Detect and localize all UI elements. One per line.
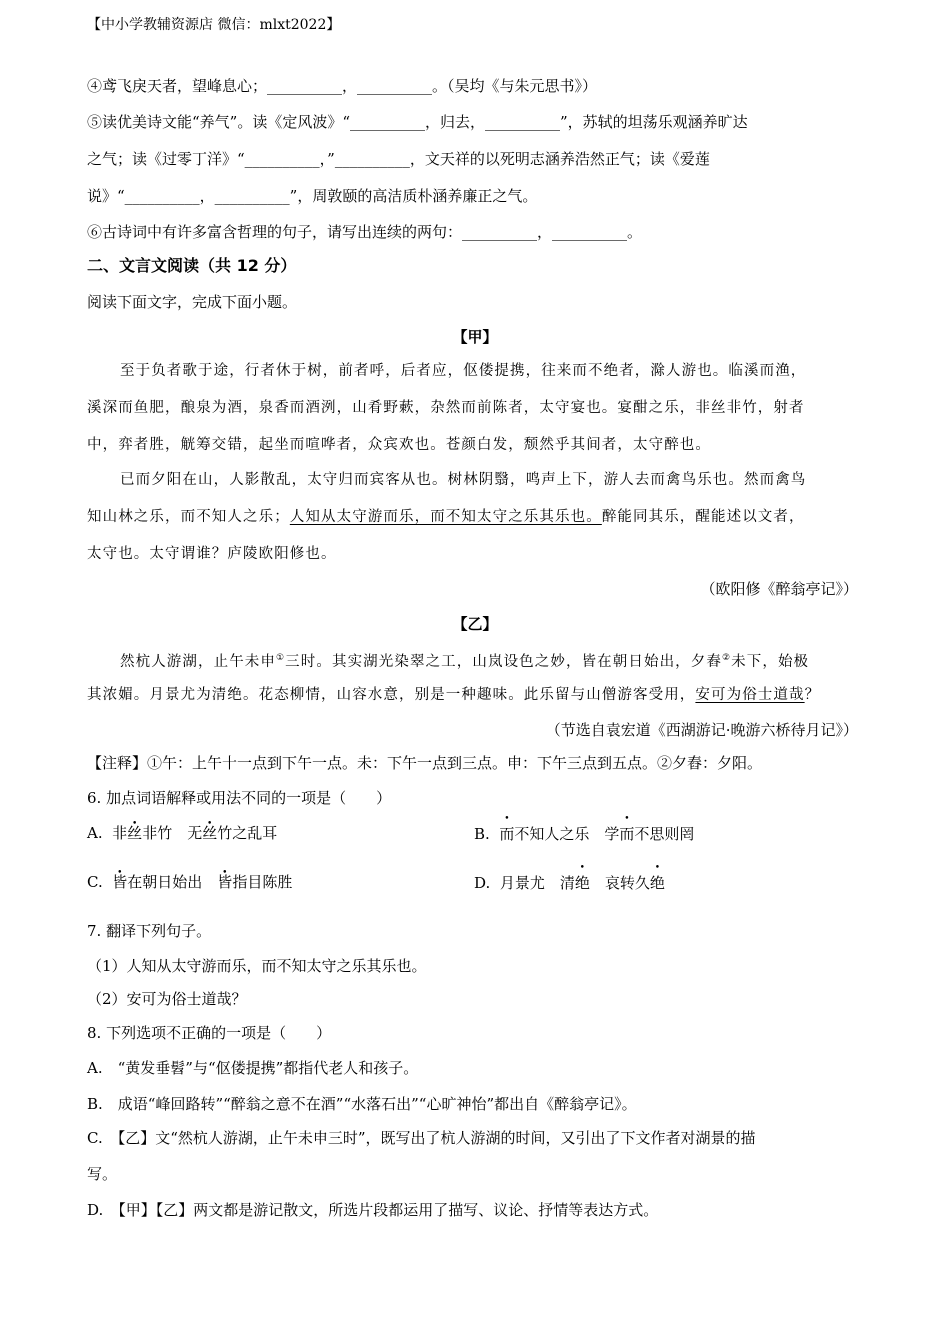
q6-option-a	[87, 823, 277, 843]
text: 哀转久	[589, 874, 650, 892]
q6-option-c	[87, 872, 292, 892]
yi-line1-a: 然杭人游湖，止午未申	[120, 653, 276, 670]
page-header: 【中小学教辅资源店 微信：mlxt2022】	[87, 17, 341, 33]
section-title: 二、文言文阅读（共 12 分）	[87, 256, 297, 275]
q6-option-b	[474, 823, 694, 844]
passage-jia-label: 【甲】	[452, 328, 498, 346]
dotted-word: 绝	[574, 874, 590, 892]
fill-blank-4: ④鸢飞戾天者，望峰息心；__________，__________。（吴均《与朱元思书》）	[87, 77, 598, 95]
q8-option-c-line1: C. 【乙】文“然杭人游湖，止午未申三时”，既写出了杭人游湖的时间，又引出了下文作者对湖景的描	[87, 1129, 756, 1147]
footnote-2: ②	[721, 653, 732, 663]
option-letter: C.	[87, 873, 103, 891]
jia-p1-line1: 至于负者歌于途，行者休于树，前者呼，后者应，伛偻提携，往来而不绝者，滁人游也。临溪而渔，	[120, 363, 807, 379]
yi-source: （节选自袁宏道《西湖游记·晚游六桥待月记》）	[545, 721, 858, 739]
option-letter: A.	[87, 824, 103, 842]
footnote-1: ①	[276, 653, 286, 663]
passage-yi-label: 【乙】	[452, 615, 498, 633]
dotted-word: 皆	[112, 873, 128, 891]
question-8-stem: 8. 下列选项不正确的一项是（ ）	[87, 1024, 332, 1042]
yi-line2-a: 其浓媚。月景尤为清绝。花态柳情，山容水意，别是一种趣味。此乐留与山僧游客受用，	[87, 687, 696, 703]
jia-p1-line3: 中，弈者胜，觥筹交错，起坐而喧哗者，众宾欢也。苍颜白发，颓然乎其间者，太守醉也。	[87, 437, 711, 453]
dotted-word: 皆	[217, 873, 233, 891]
dotted-word: 绝	[649, 874, 665, 892]
question-6-stem: 6. 加点词语解释或用法不同的一项是（ ）	[87, 789, 392, 807]
fill-blank-5-line2: 之气；读《过零丁洋》“__________，”__________，文天祥的以死明志涵养浩然正气；读《爱莲	[87, 150, 710, 168]
yi-line1-b: 三时。其实湖光染翠之工，山岚设色之妙，皆在朝日始出，夕舂	[285, 653, 722, 670]
text: 非竹 无	[142, 824, 203, 842]
text: 竹之乱耳	[217, 824, 278, 842]
option-letter: D.	[474, 874, 491, 892]
q6-option-d	[474, 872, 665, 893]
jia-p2-line2	[87, 507, 805, 527]
jia-p1-line2: 溪深而鱼肥，酿泉为酒，泉香而酒洌，山肴野蔌，杂然而前陈者，太守宴也。宴酣之乐，非丝非竹，射者	[87, 400, 805, 416]
option-letter: B.	[474, 825, 490, 843]
text: 不思则罔	[634, 825, 695, 843]
yi-line2-c: ？	[804, 687, 821, 703]
fill-blank-5-line3: 说》“__________，__________”，周敦颐的高洁质朴涵养廉正之气。	[87, 187, 538, 205]
dotted-word: 而	[619, 825, 635, 843]
fill-blank-5-line1: ⑤读优美诗文能“养气”。读《定风波》“__________，归去，__________”，苏轼的坦荡乐观涵养旷达	[87, 113, 748, 131]
jia-source: （欧阳修《醉翁亭记》）	[700, 580, 858, 598]
annotation-note: 【注释】①午：上午十一点到下午一点。未：下午一点到三点。申：下午三点到五点。②夕舂：夕阳。	[87, 754, 763, 772]
jia-p2-line1: 已而夕阳在山，人影散乱，太守归而宾客从也。树林阴翳，鸣声上下，游人去而禽鸟乐也。然而禽鸟	[120, 472, 807, 488]
text: 指目陈胜	[232, 873, 293, 891]
text: 在朝日始出	[127, 873, 218, 891]
text: 不知人之乐 学	[514, 825, 620, 843]
dotted-word: 而	[499, 825, 515, 843]
jia-p2-line2-end: 醉能同其乐，醒能述以文者，	[601, 509, 805, 525]
jia-p2-line2-start: 知山林之乐，而不知人之乐；	[87, 509, 290, 525]
text: 非	[112, 824, 128, 842]
jia-p2-line3: 太守也。太守谓谁？庐陵欧阳修也。	[87, 546, 337, 562]
question-7-stem: 7. 翻译下列句子。	[87, 922, 212, 940]
dotted-word: 丝	[127, 824, 143, 842]
q8-option-d: D. 【甲】【乙】两文都是游记散文，所选片段都运用了描写、议论、抒情等表达方式。	[87, 1201, 659, 1219]
dotted-word: 丝	[202, 824, 218, 842]
underlined-sentence-jia: 人知从太守游而乐，而不知太守之乐其乐也。	[289, 509, 602, 525]
yi-line2	[87, 685, 820, 705]
q8-option-a: A. “黄发垂髫”与“伛偻提携”都指代老人和孩子。	[87, 1059, 419, 1077]
underlined-sentence-yi: 安可为俗士道哉	[695, 687, 805, 703]
text: 月景尤 清	[499, 874, 575, 892]
fill-blank-6: ⑥古诗词中有许多富含哲理的句子，请写出连续的两句：__________，__________。	[87, 223, 643, 241]
q8-option-b: B. 成语“峰回路转”“醉翁之意不在酒”“水落石出”“心旷神怡”都出自《醉翁亭记》。	[87, 1095, 637, 1113]
section-instruction: 阅读下面文字，完成下面小题。	[87, 293, 298, 311]
q7-sentence-2: （2）安可为俗士道哉？	[87, 990, 247, 1008]
q8-option-c-line2: 写。	[87, 1165, 118, 1183]
yi-line1-c: 未下，始极	[731, 653, 810, 670]
q7-sentence-1: （1）人知从太守游而乐，而不知太守之乐其乐也。	[87, 957, 427, 975]
yi-line1	[120, 648, 809, 672]
